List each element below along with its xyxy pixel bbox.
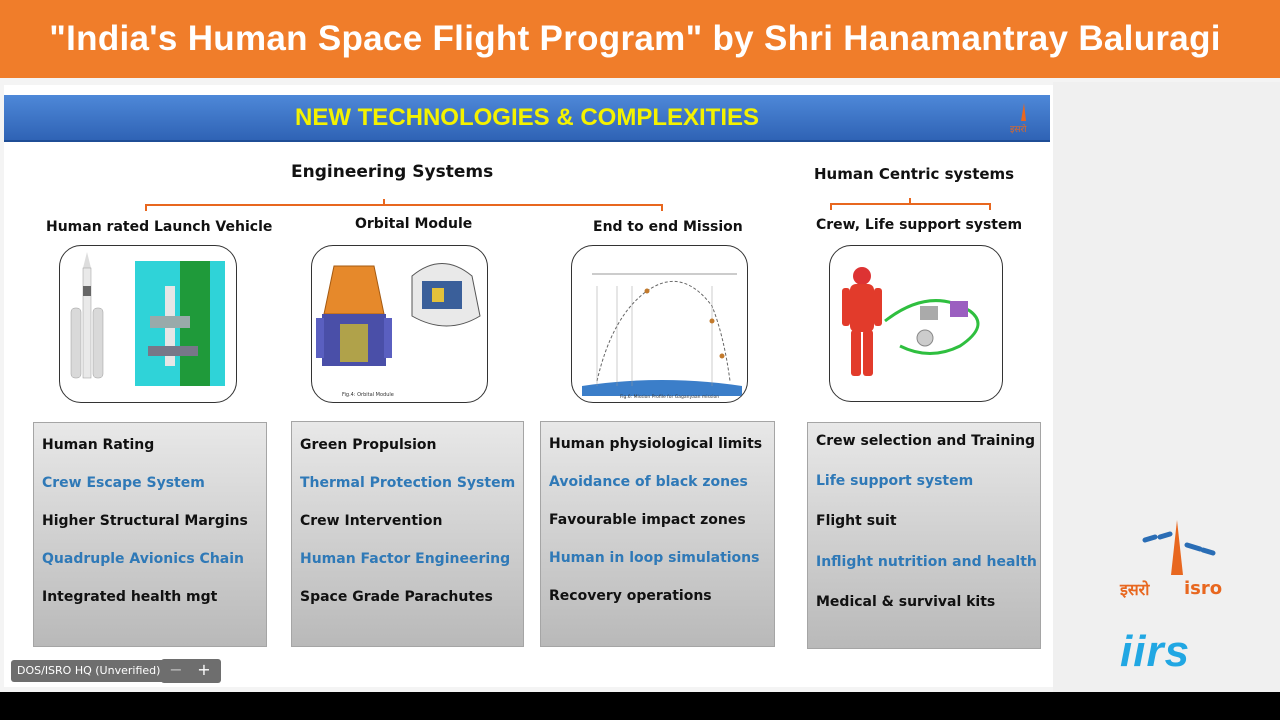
launch-vehicle-image xyxy=(59,245,237,403)
list-item: Avoidance of black zones xyxy=(549,474,748,490)
list-launch-vehicle xyxy=(33,422,267,647)
list-item: Green Propulsion xyxy=(300,437,437,453)
source-label: DOS/ISRO HQ (Unverified) xyxy=(11,660,166,682)
list-orbital-module xyxy=(291,421,524,647)
slide-heading: NEW TECHNOLOGIES & COMPLEXITIES xyxy=(294,104,760,131)
zoom-control xyxy=(161,659,221,683)
banner-title: "India's Human Space Flight Program" by Shri Hanamantray Baluragi xyxy=(49,19,1221,58)
iirs-logo: iirs xyxy=(1120,627,1191,676)
list-item: Medical & survival kits xyxy=(816,594,996,610)
list-item: Space Grade Parachutes xyxy=(300,589,493,605)
list-mission xyxy=(540,421,775,647)
list-crew xyxy=(807,422,1041,649)
slide-header xyxy=(4,95,1050,142)
engineering-bracket xyxy=(144,185,664,215)
list-item: Flight suit xyxy=(816,513,897,529)
list-item: Inflight nutrition and health xyxy=(816,554,1037,570)
orbital-module-image xyxy=(311,245,488,403)
column-label-crew: Crew, Life support system xyxy=(816,217,1023,233)
isro-english-text: isro xyxy=(1184,578,1223,599)
list-item: Human in loop simulations xyxy=(549,550,760,566)
list-item: Crew Intervention xyxy=(300,513,443,529)
minus-icon[interactable]: − xyxy=(169,660,183,679)
mission-profile-caption: Fig.6: Mission Profile for Gaganyaan mission xyxy=(620,395,720,400)
mission-profile-image xyxy=(571,245,748,403)
plus-icon[interactable]: + xyxy=(197,660,211,679)
human-centric-bracket xyxy=(830,190,992,214)
presentation-slide xyxy=(4,85,1053,687)
list-item: Integrated health mgt xyxy=(42,589,218,605)
list-item: Life support system xyxy=(816,473,974,489)
column-label-launch-vehicle: Human rated Launch Vehicle xyxy=(46,219,273,235)
svg-text:इसरो: इसरो xyxy=(1010,125,1027,135)
list-item: Recovery operations xyxy=(549,588,712,604)
list-item: Human Factor Engineering xyxy=(300,551,511,567)
title-banner xyxy=(0,0,1280,78)
list-item: Crew selection and Training xyxy=(816,433,1036,449)
list-item: Higher Structural Margins xyxy=(42,513,248,529)
isro-mini-logo-icon xyxy=(1010,101,1036,135)
list-item: Favourable impact zones xyxy=(549,512,746,528)
isro-rocket-icon xyxy=(1115,515,1240,635)
column-label-orbital-module: Orbital Module xyxy=(355,216,473,232)
bottom-bar xyxy=(0,692,1280,720)
column-label-mission: End to end Mission xyxy=(593,219,743,235)
list-item: Human physiological limits xyxy=(549,436,763,452)
orbital-module-caption: Fig.4: Orbital Module xyxy=(342,392,394,398)
isro-hindi-text: इसरो xyxy=(1120,580,1150,599)
list-item: Thermal Protection System xyxy=(300,475,516,491)
crew-suit-image xyxy=(829,245,1003,402)
human-centric-title: Human Centric systems xyxy=(814,165,1015,183)
list-item: Quadruple Avionics Chain xyxy=(42,551,245,567)
list-item: Crew Escape System xyxy=(42,475,205,491)
engineering-systems-title: Engineering Systems xyxy=(291,162,494,182)
list-item: Human Rating xyxy=(42,437,155,453)
